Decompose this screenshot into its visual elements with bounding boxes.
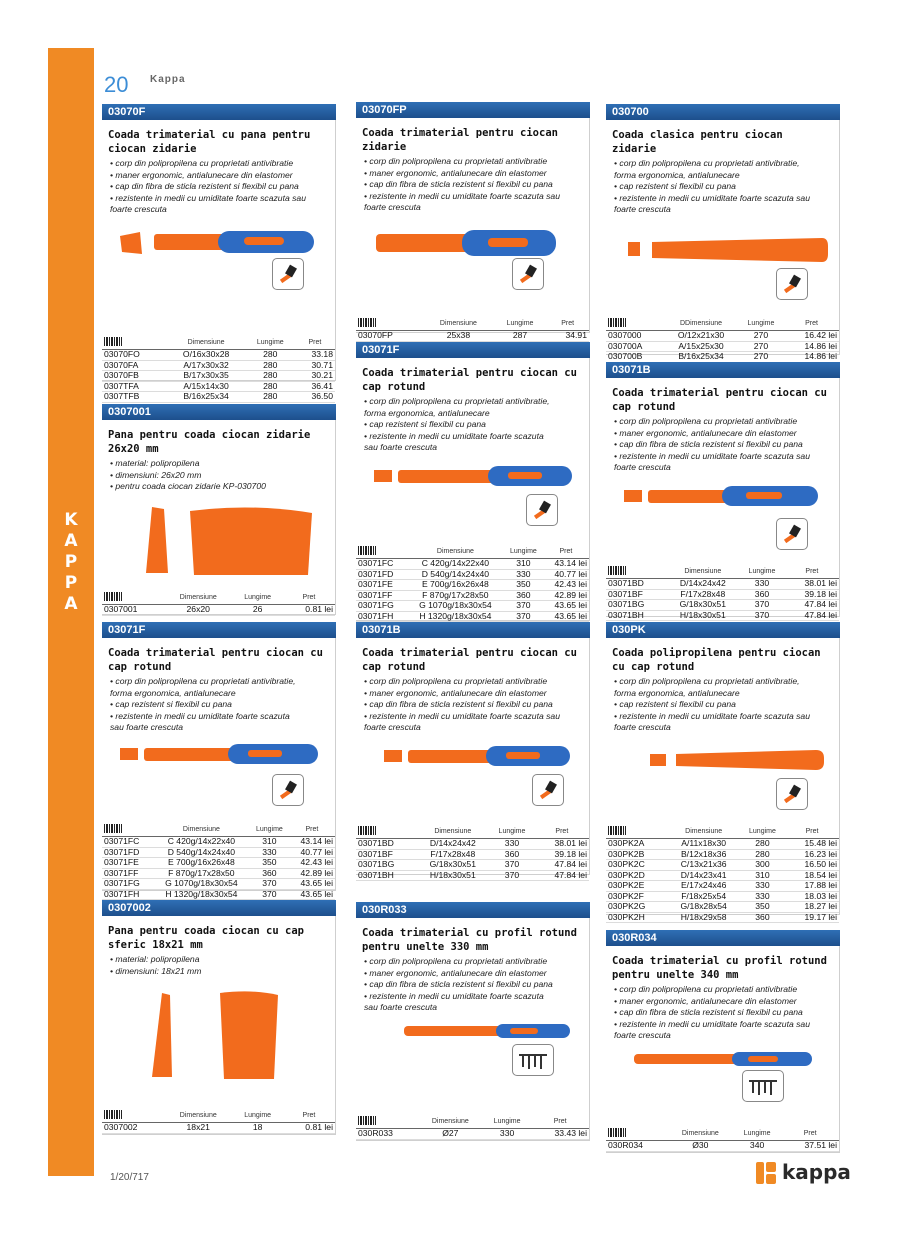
- block-title: Coada clasica pentru ciocan zidarie: [612, 129, 783, 155]
- feature-list: • material: polipropilena • dimensiuni: 18x21 mm: [110, 954, 202, 976]
- price-table: Dimensiune Lungime Pret 030R034 Ø30 340 37.51 lei: [606, 1126, 839, 1152]
- brand-label: Kappa: [150, 74, 186, 85]
- barcode-icon: [358, 318, 376, 327]
- table-row: 03071FD D 540g/14x24x40 330 40.77 lei: [358, 568, 587, 579]
- product-block-030PK: [606, 622, 840, 922]
- table-row: 03071BH H/18x30x51 370 47.84 lei: [358, 869, 587, 880]
- feature-list: • corp din polipropilena cu proprietati antivibratie • maner ergonomic, antialunecare din elastomer • cap din fibra de sticla rezistent si flexibil cu pana • rezistente in medii cu umiditate foarte scazuta sau foarte crescuta: [614, 416, 810, 472]
- table-row: 03070FA A/17x30x32 280 30.71: [104, 359, 333, 370]
- block-title: Coada polipropilena pentru ciocan cu cap rotund: [612, 647, 821, 673]
- table-row: 03071BF F/17x28x48 360 39.18 lei: [608, 588, 837, 599]
- table-row: 03070FO O/16x30x28 280 33.18: [104, 349, 333, 359]
- table-row: 03071FE E 700g/16x26x48 350 42.43 lei: [358, 579, 587, 589]
- table-row: 030PK2D D/14x23x41 310 18.54 lei: [608, 869, 837, 880]
- table-row: 03071FF F 870g/17x28x50 360 42.89 lei: [104, 867, 333, 878]
- table-row: 03071BD D/14x24x42 330 38.01 lei: [608, 578, 837, 588]
- block-code: 03071B: [606, 362, 840, 378]
- tools-icon: [512, 1044, 554, 1076]
- footer-code: 1/20/717: [110, 1172, 149, 1183]
- block-code: 03070FP: [356, 102, 590, 118]
- block-code: 03071F: [356, 342, 590, 358]
- barcode-icon: [104, 337, 122, 346]
- price-table: Dimensiune Lungime Pret 03071FC C 420g/14x22x40 310 43.14 lei 03071FD D 540g/14x24x40 330 40.77 lei 03071FE E 700g/16x26x48 350 42.43 lei 03071FF F 870g/17x28x50 360 42.89 lei 03071FG G 1070g/18x30x54 370 43.65 lei 03071FH H 1320g/18x30x54 370 43.65 lei: [356, 544, 589, 622]
- block-code: 030R034: [606, 930, 840, 946]
- table-row: 030PK2F F/18x25x54 330 18.03 lei: [608, 890, 837, 901]
- block-code: 030PK: [606, 622, 840, 638]
- feature-list: • corp din polipropilena cu proprietati antivibratie, forma ergonomica, antialunecare • cap rezistent si flexibil cu pana • rezistente in medii cu umiditate foarte scazuta sau foarte crescuta: [110, 676, 296, 732]
- hammer-icon: [776, 778, 808, 810]
- barcode-icon: [608, 566, 626, 575]
- product-block-03070FP: [356, 102, 590, 340]
- tools-icon: [742, 1070, 784, 1102]
- table-row: 03071BF F/17x28x48 360 39.18 lei: [358, 848, 587, 859]
- feature-list: • corp din polipropilena cu proprietati antivibratie, forma ergonomica, antialunecare • cap rezistent si flexibil cu pana • rezistente in medii cu umiditate foarte scazuta sau foarte crescuta: [614, 676, 810, 732]
- table-row: 03071FG G 1070g/18x30x54 370 43.65 lei: [358, 600, 587, 610]
- price-table: Dimensiune Lungime Pret 03071FC C 420g/14x22x40 310 43.14 lei 03071FD D 540g/14x24x40 330 40.77 lei 03071FE E 700g/16x26x48 350 42.43 lei 03071FF F 870g/17x28x50 360 42.89 lei 03071FG G 1070g/18x30x54 370 43.65 lei 03071FH H 1320g/18x30x54 370 43.65 lei: [102, 822, 335, 900]
- side-brand-letters: K A P P A: [64, 510, 78, 614]
- block-title: Coada trimaterial cu profil rotund pentru unelte 340 mm: [612, 955, 827, 981]
- product-photo: [362, 220, 583, 290]
- block-title: Coada trimaterial pentru ciocan zidarie: [362, 127, 558, 153]
- feature-list: • material: polipropilena • dimensiuni: 26x20 mm • pentru coada ciocan zidarie KP-030700: [110, 458, 266, 491]
- block-title: Coada trimaterial pentru ciocan cu cap rotund: [362, 647, 577, 673]
- kappa-logo-mark: [756, 1162, 776, 1184]
- barcode-icon: [104, 592, 122, 601]
- table-row: 030PK2B B/12x18x36 280 16.23 lei: [608, 848, 837, 859]
- barcode-icon: [104, 824, 122, 833]
- block-title: Coada trimaterial pentru ciocan cu cap rotund: [108, 647, 323, 673]
- product-photo: [612, 226, 833, 296]
- price-table: Dimensiune Lungime Pret 03070FO O/16x30x28 280 33.18 03070FA A/17x30x32 280 30.71 03070FB B/17x30x35 280 30.21 0307TFA A/15x14x30 280 36.41 0307TFB B/16x25x34 280 36.50: [102, 335, 335, 403]
- feature-list: • corp din polipropilena cu proprietati antivibratie, forma ergonomica, antialunecare • cap rezistent si flexibil cu pana • rezistente in medii cu umiditate foarte scazuta sau foarte crescuta: [614, 158, 810, 214]
- table-row: 0307TFB B/16x25x34 280 36.50: [104, 391, 333, 401]
- table-row: 030PK2G G/18x28x54 350 18.27 lei: [608, 901, 837, 911]
- hammer-icon: [272, 774, 304, 806]
- table-row: 030R033 Ø27 330 33.43 lei: [358, 1128, 587, 1138]
- price-table: Dimensiune Lungime Pret 030R033 Ø27 330 33.43 lei: [356, 1114, 589, 1140]
- block-title: Coada trimaterial cu profil rotund pentru unelte 330 mm: [362, 927, 577, 953]
- table-row: 03071FE E 700g/16x26x48 350 42.43 lei: [104, 857, 333, 867]
- block-code: 0307002: [102, 900, 336, 916]
- table-row: 03071FC C 420g/14x22x40 310 43.14 lei: [104, 836, 333, 846]
- product-photo: [108, 738, 329, 808]
- table-row: 0307002 18x21 18 0.81 lei: [104, 1122, 333, 1132]
- table-row: 03071BG G/18x30x51 370 47.84 lei: [358, 859, 587, 869]
- table-row: 03071FD D 540g/14x24x40 330 40.77 lei: [104, 846, 333, 857]
- block-code: 030R033: [356, 902, 590, 918]
- product-photo: [612, 742, 833, 812]
- block-title: Pana pentru coada ciocan zidarie 26x20 mm: [108, 429, 311, 455]
- hammer-icon: [776, 268, 808, 300]
- feature-list: • corp din polipropilena cu proprietati antivibratie • maner ergonomic, antialunecare din elastomer • cap din fibra de sticla rezistent si flexibil cu pana • rezistente in medii cu umiditate foarte scazuta sau foarte crescuta: [364, 956, 553, 1012]
- page-number: 20: [104, 72, 129, 97]
- product-block-03071B-middle: [356, 622, 590, 880]
- product-photo: [362, 458, 583, 528]
- product-block-030R033: [356, 902, 590, 1141]
- block-title: Coada trimaterial pentru ciocan cu cap rotund: [362, 367, 577, 393]
- product-photo: [108, 497, 329, 577]
- product-block-030700: [606, 104, 840, 361]
- price-table: Dimensiune Lungime Pret 03071BD D/14x24x42 330 38.01 lei 03071BF F/17x28x48 360 39.18 lei 03071BG G/18x30x51 370 47.84 lei 03071BH H/18x30x51 370 47.84 lei: [356, 824, 589, 881]
- barcode-icon: [608, 318, 626, 327]
- table-row: 03071BD D/14x24x42 330 38.01 lei: [358, 838, 587, 848]
- table-row: 030PK2A A/11x18x30 280 15.48 lei: [608, 838, 837, 848]
- price-table: Dimensiune Lungime Pret 03070FP 25x38 287 34.91: [356, 316, 589, 342]
- table-row: 0307000 O/12x21x30 270 16.42 lei: [608, 330, 837, 340]
- product-photo: [612, 1046, 833, 1106]
- product-photo: [108, 220, 329, 290]
- hammer-icon: [512, 258, 544, 290]
- kappa-logo: [756, 1160, 851, 1188]
- table-row: 03071FH H 1320g/18x30x54 370 43.65 lei: [104, 888, 333, 899]
- feature-list: • corp din polipropilena cu proprietati antivibratie • maner ergonomic, antialunecare din elastomer • cap din fibra de sticla rezistent si flexibil cu pana • rezistente in medii cu umiditate foarte scazuta sau foarte crescuta: [364, 676, 560, 732]
- hammer-icon: [272, 258, 304, 290]
- barcode-icon: [358, 826, 376, 835]
- table-row: 030700A A/15x25x30 270 14.86 lei: [608, 340, 837, 351]
- block-code: 03071B: [356, 622, 590, 638]
- table-row: 0307001 26x20 26 0.81 lei: [104, 604, 333, 614]
- product-block-03070F: [102, 104, 336, 401]
- feature-list: • corp din polipropilena cu proprietati antivibratie • maner ergonomic, antialunecare din elastomer • cap din fibra de sticla rezistent si flexibil cu pana • rezistente in medii cu umiditate foarte scazuta sau foarte crescuta: [614, 984, 810, 1040]
- feature-list: • corp din polipropilena cu proprietati antivibratie, forma ergonomica, antialunecare • cap rezistent si flexibil cu pana • rezistente in medii cu umiditate foarte scazuta sau foarte crescuta: [364, 396, 550, 452]
- barcode-icon: [608, 1128, 626, 1137]
- barcode-icon: [104, 1110, 122, 1119]
- product-block-030R034: [606, 930, 840, 1153]
- price-table: Dimensiune Lungime Pret 03071BD D/14x24x42 330 38.01 lei 03071BF F/17x28x48 360 39.18 lei 03071BG G/18x30x51 370 47.84 lei 03071BH H/18x30x51 370 47.84 lei: [606, 564, 839, 621]
- barcode-icon: [358, 1116, 376, 1125]
- feature-list: • corp din polipropilena cu proprietati antivibratie • maner ergonomic, antialunecare din elastomer • cap din fibra de sticla rezistent si flexibil cu pana • rezistente in medii cu umiditate foarte scazuta sau foarte crescuta: [110, 158, 306, 214]
- block-title: Coada trimaterial cu pana pentru ciocan zidarie: [108, 129, 311, 155]
- hammer-icon: [776, 518, 808, 550]
- price-table: Dimensiune Lungime Pret 030PK2A A/11x18x30 280 15.48 lei 030PK2B B/12x18x36 280 16.23 lei 030PK2C C/13x21x36 300 16.50 lei 030PK2D D/14x23x41 310 18.54 lei 030PK2E E/17x24x46 330 17.88 lei 030PK2F F/18x25x54 330 18.03 lei 030PK2G G/18x28x54 350 18.27 lei 030PK2H H/18x29x58 360 19.17 lei: [606, 824, 839, 923]
- table-row: 03071FH H 1320g/18x30x54 370 43.65 lei: [358, 610, 587, 621]
- table-row: 03070FP 25x38 287 34.91: [358, 330, 587, 340]
- hammer-icon: [526, 494, 558, 526]
- table-row: 03071FC C 420g/14x22x40 310 43.14 lei: [358, 558, 587, 568]
- product-block-0307001: [102, 404, 336, 615]
- block-code: 0307001: [102, 404, 336, 420]
- block-code: 03070F: [102, 104, 336, 120]
- product-photo: [612, 478, 833, 548]
- block-code: 030700: [606, 104, 840, 120]
- feature-list: • corp din polipropilena cu proprietati antivibratie • maner ergonomic, antialunecare din elastomer • cap din fibra de sticla rezistent si flexibil cu pana • rezistente in medii cu umiditate foarte scazuta sau foarte crescuta: [364, 156, 560, 212]
- table-row: 0307TFA A/15x14x30 280 36.41: [104, 380, 333, 391]
- table-row: 030PK2E E/17x24x46 330 17.88 lei: [608, 880, 837, 890]
- price-table: Dimensiune Lungime Pret 0307002 18x21 18 0.81 lei: [102, 1108, 335, 1134]
- barcode-icon: [608, 826, 626, 835]
- product-photo: [362, 1020, 583, 1090]
- price-table: Dimensiune Lungime Pret 0307001 26x20 26 0.81 lei: [102, 590, 335, 616]
- block-code: 03071F: [102, 622, 336, 638]
- table-row: 03071FF F 870g/17x28x50 360 42.89 lei: [358, 589, 587, 600]
- table-row: 030PK2H H/18x29x58 360 19.17 lei: [608, 911, 837, 922]
- table-row: 030PK2C C/13x21x36 300 16.50 lei: [608, 859, 837, 869]
- product-block-03071B-right: [606, 362, 840, 620]
- price-table: DDimensiune Lungime Pret 0307000 O/12x21x30 270 16.42 lei 030700A A/15x25x30 270 14.86 lei 030700B B/16x25x34 270 14.86 lei: [606, 316, 839, 363]
- product-block-0307002: [102, 900, 336, 1135]
- table-row: 03071FG G 1070g/18x30x54 370 43.65 lei: [104, 878, 333, 888]
- barcode-icon: [358, 546, 376, 555]
- product-photo: [108, 983, 329, 1083]
- block-title: Coada trimaterial pentru ciocan cu cap rotund: [612, 387, 827, 413]
- product-block-03071F-left: [102, 622, 336, 899]
- product-block-03071F-middle: [356, 342, 590, 621]
- kappa-logo-text: kappa: [782, 1160, 851, 1184]
- block-title: Pana pentru coada ciocan cu cap sferic 18x21 mm: [108, 925, 304, 951]
- table-row: 030R034 Ø30 340 37.51 lei: [608, 1140, 837, 1150]
- product-photo: [362, 738, 583, 808]
- hammer-icon: [532, 774, 564, 806]
- table-row: 030700B B/16x25x34 270 14.86 lei: [608, 351, 837, 361]
- table-row: 03071BG G/18x30x51 370 47.84 lei: [608, 599, 837, 609]
- table-row: 03071BH H/18x30x51 370 47.84 lei: [608, 609, 837, 620]
- table-row: 03070FB B/17x30x35 280 30.21: [104, 370, 333, 380]
